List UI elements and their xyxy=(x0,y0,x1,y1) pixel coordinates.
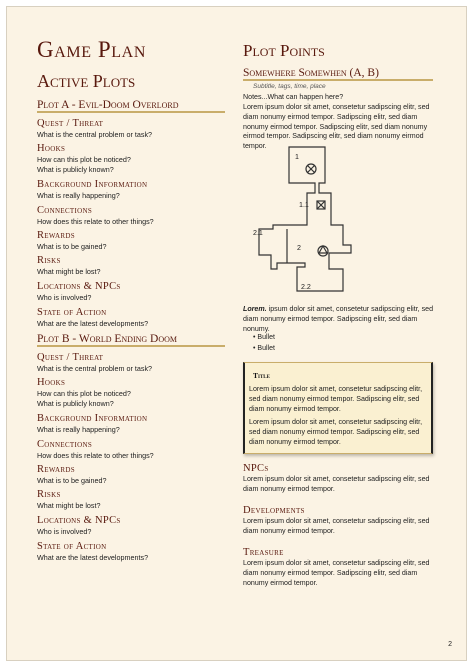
plot-a-locations-title: Locations & NPCs xyxy=(37,281,121,292)
plot-a-hooks-title: Hooks xyxy=(37,143,66,154)
plot-b-hooks-title: Hooks xyxy=(37,377,66,388)
location-heading: Somewhere Somewhen (A, B) xyxy=(243,67,379,79)
plot-b-state-title: State of Action xyxy=(37,541,107,552)
dungeon-map xyxy=(247,145,362,295)
note-paragraph: Lorem ipsum dolor sit amet, consetetur sadipscing elitr, sed diam nonumy eirmod tempor. Sadipscing elitr, sed diam nonumy eirmod tempor. xyxy=(249,418,423,446)
plot-a-locations-line: Who is involved? xyxy=(37,293,92,302)
notes-line: Notes...What can happen here? xyxy=(243,93,344,101)
document-page xyxy=(6,6,467,661)
plot-a-connections-title: Connections xyxy=(37,205,93,216)
plot-a-quest-title: Quest / Threat xyxy=(37,118,104,129)
plot-b-heading: Plot B - World Ending Doom xyxy=(37,333,178,345)
npcs-text: Lorem ipsum dolor sit amet, consetetur sadipscing elitr, sed diam nonumy eirmod tempor. xyxy=(243,475,430,493)
plot-a-rule xyxy=(37,111,225,113)
page-title: Game Plan xyxy=(37,37,146,62)
plot-a-state-title: State of Action xyxy=(37,307,107,318)
caption-text: ipsum dolor sit amet, consetetur sadipscing elitr, sed diam nonumy eirmod tempor. Sadipscing elitr, sed diam nonumy. xyxy=(243,305,434,333)
bullet-item: • Bullet xyxy=(253,334,275,341)
plot-b-risks-title: Risks xyxy=(37,489,61,500)
plot-b-risks-line: What might be lost? xyxy=(37,501,101,510)
plot-b-rule xyxy=(37,345,225,347)
plot-b-quest-title: Quest / Threat xyxy=(37,352,104,363)
bullet-item: • Bullet xyxy=(253,345,275,352)
treasure-heading: Treasure xyxy=(243,547,284,558)
plot-a-hooks-line: How can this plot be noticed? xyxy=(37,155,131,164)
bullet-list xyxy=(253,332,275,354)
plot-b-rewards-line: What is to be gained? xyxy=(37,476,107,485)
plot-a-state-line: What are the latest developments? xyxy=(37,319,149,328)
plot-a-connections-line: How does this relate to other things? xyxy=(37,217,154,226)
plot-b-hooks-line: How can this plot be noticed? xyxy=(37,389,131,398)
plot-a-hooks-line: What is publicly known? xyxy=(37,165,114,174)
tags-line: Subtitle, tags, time, place xyxy=(253,83,326,90)
plot-b-locations-line: Who is involved? xyxy=(37,527,92,536)
plot-a-rewards-title: Rewards xyxy=(37,230,75,241)
plot-b-quest-line: What is the central problem or task? xyxy=(37,364,153,373)
developments-heading: Developments xyxy=(243,505,305,516)
plot-b-connections-title: Connections xyxy=(37,439,93,450)
plot-a-risks-title: Risks xyxy=(37,255,61,266)
active-plots-heading: Active Plots xyxy=(37,71,136,91)
map-label-2-1: 2.1 xyxy=(253,229,263,237)
developments-text: Lorem ipsum dolor sit amet, consetetur sadipscing elitr, sed diam nonumy eirmod tempor. xyxy=(243,517,430,535)
plot-b-background-line: What is really happening? xyxy=(37,425,120,434)
map-caption xyxy=(243,305,437,334)
intro-paragraph: Lorem ipsum dolor sit amet, consetetur sadipscing elitr, sed diam nonumy eirmod tempor. Sadipscing elitr, sed diam nonumy eirmod tempor. Sadipscing elitr, sed diam nonumy eirmod tempor. Sadipscing elitr, sed diam nonumy eirmod tempor. xyxy=(243,103,430,151)
note-title: Title xyxy=(253,371,270,380)
plot-a-background-line: What is really happening? xyxy=(37,191,120,200)
plot-b-background-title: Background Information xyxy=(37,413,148,424)
caption-bold: Lorem. xyxy=(243,305,267,313)
plot-b-connections-line: How does this relate to other things? xyxy=(37,451,154,460)
map-label-2: 2 xyxy=(297,244,301,252)
treasure-text: Lorem ipsum dolor sit amet, consetetur sadipscing elitr, sed diam nonumy eirmod tempor. Sadipscing elitr, sed diam nonumy eirmod tempor. xyxy=(243,559,430,587)
plot-a-heading: Plot A - Evil-Doom Overlord xyxy=(37,99,179,111)
note-box xyxy=(243,362,433,454)
npcs-heading: NPCs xyxy=(243,463,269,474)
map-label-1-1: 1.1 xyxy=(299,201,309,209)
plot-b-state-line: What are the latest developments? xyxy=(37,553,149,562)
plot-b-rewards-title: Rewards xyxy=(37,464,75,475)
plot-a-quest-line: What is the central problem or task? xyxy=(37,130,153,139)
plot-b-hooks-line: What is publicly known? xyxy=(37,399,114,408)
note-paragraph: Lorem ipsum dolor sit amet, consetetur sadipscing elitr, sed diam nonumy eirmod tempor. Sadipscing elitr, sed diam nonumy eirmod tempor. xyxy=(249,385,423,413)
plot-a-rewards-line: What is to be gained? xyxy=(37,242,107,251)
map-label-1: 1 xyxy=(295,153,299,161)
location-rule xyxy=(243,79,433,81)
page-number: 2 xyxy=(448,641,452,648)
plot-a-risks-line: What might be lost? xyxy=(37,267,101,276)
map-label-2-2: 2.2 xyxy=(301,283,311,291)
plot-b-locations-title: Locations & NPCs xyxy=(37,515,121,526)
plot-points-heading: Plot Points xyxy=(243,41,325,60)
plot-a-background-title: Background Information xyxy=(37,179,148,190)
